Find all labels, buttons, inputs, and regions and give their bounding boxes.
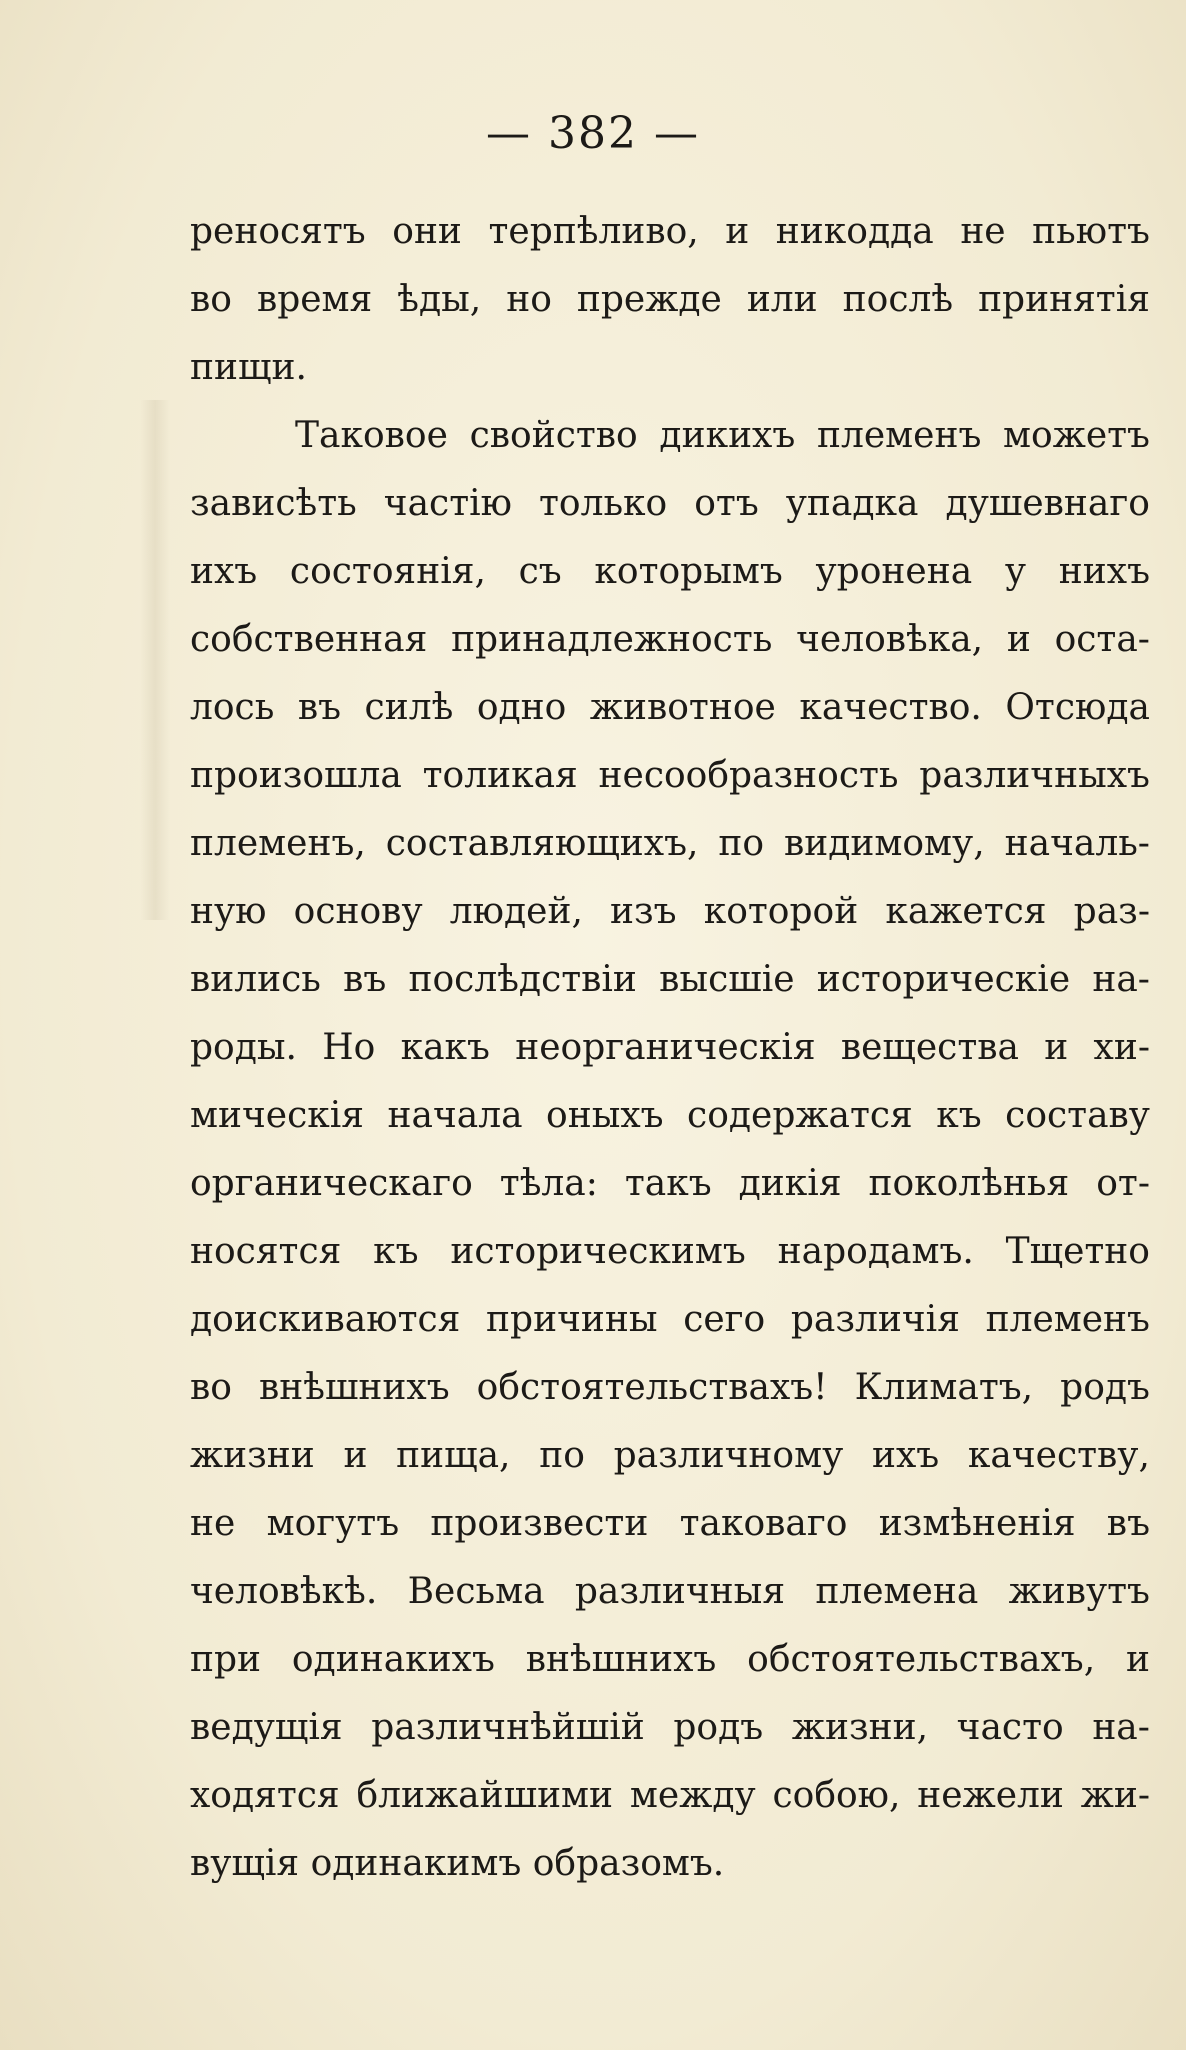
word: Отсюда xyxy=(1005,687,1150,728)
word: родъ xyxy=(1060,1367,1150,1408)
text-line xyxy=(190,1422,1150,1490)
word: ѣды, xyxy=(397,279,482,320)
word: началь- xyxy=(1004,823,1150,864)
text-line xyxy=(190,1762,1150,1830)
word: кажется xyxy=(885,891,1047,932)
word: дикихъ xyxy=(659,415,796,456)
word: историческимъ xyxy=(450,1231,746,1272)
word: ную xyxy=(190,891,267,932)
word: никодда xyxy=(775,211,934,252)
word: несообразность xyxy=(598,755,899,796)
page-number: — 382 — xyxy=(486,108,700,159)
word: мическія xyxy=(190,1095,364,1136)
word: высшіе xyxy=(659,959,795,1000)
word: начала xyxy=(387,1095,523,1136)
text-line xyxy=(190,1286,1150,1354)
word: съ xyxy=(518,551,562,592)
paragraph-first-line xyxy=(190,402,1150,470)
word: народамъ. xyxy=(777,1231,974,1272)
word: качеству, xyxy=(967,1435,1150,1476)
word: Тщетно xyxy=(1005,1231,1150,1272)
word: историческіе xyxy=(816,959,1071,1000)
word: племенъ xyxy=(816,415,982,456)
word: людей, xyxy=(449,891,583,932)
word: органическаго xyxy=(190,1163,473,1204)
word: ихъ xyxy=(871,1435,940,1476)
text-line xyxy=(190,742,1150,810)
word: одинакихъ xyxy=(291,1639,495,1680)
word: по xyxy=(718,823,765,864)
word: основу xyxy=(293,891,423,932)
word: не xyxy=(190,1503,236,1544)
word: отъ xyxy=(694,483,759,524)
word: живутъ xyxy=(1008,1571,1150,1612)
word: частію xyxy=(383,483,512,524)
word: составляющихъ, xyxy=(385,823,699,864)
text-line: вущія одинакимъ образомъ. xyxy=(190,1843,725,1884)
word: причины xyxy=(486,1299,658,1340)
word: и xyxy=(1044,1027,1069,1068)
word: во xyxy=(190,1367,232,1408)
word: обстоятельствахъ, xyxy=(747,1639,1096,1680)
text-line xyxy=(190,878,1150,946)
word: къ xyxy=(936,1095,982,1136)
word: дикія xyxy=(738,1163,842,1204)
word: время xyxy=(256,279,373,320)
word: принятія xyxy=(978,279,1150,320)
word: можетъ xyxy=(1003,415,1150,456)
text-line xyxy=(190,1354,1150,1422)
word: человѣкѣ. xyxy=(190,1571,378,1612)
text-line xyxy=(190,606,1150,674)
word: вились xyxy=(190,959,321,1000)
word: видимому, xyxy=(783,823,985,864)
word: или xyxy=(746,279,818,320)
word: Климатъ, xyxy=(854,1367,1034,1408)
text-line xyxy=(190,946,1150,1014)
word: принадлежность xyxy=(451,619,773,660)
word: ихъ xyxy=(190,551,258,592)
word: ближайшими xyxy=(356,1775,614,1816)
word: силѣ xyxy=(364,687,454,728)
word: пьютъ xyxy=(1032,211,1150,252)
word: часто xyxy=(956,1707,1064,1748)
word: ходятся xyxy=(190,1775,340,1816)
word: таковаго xyxy=(679,1503,848,1544)
word: они xyxy=(392,211,462,252)
word: одно xyxy=(476,687,567,728)
word: изъ xyxy=(610,891,677,932)
text-line xyxy=(190,1490,1150,1558)
text-line xyxy=(190,810,1150,878)
word: оныхъ xyxy=(546,1095,664,1136)
word: которымъ xyxy=(594,551,783,592)
word: нихъ xyxy=(1058,551,1150,592)
word: упадка xyxy=(785,483,919,524)
word: племенъ, xyxy=(190,823,366,864)
word: племенъ xyxy=(985,1299,1150,1340)
word: тѣла: xyxy=(499,1163,598,1204)
word: которой xyxy=(703,891,859,932)
word: въ xyxy=(297,687,342,728)
text-line xyxy=(190,538,1150,606)
text-line xyxy=(190,1626,1150,1694)
word: различія xyxy=(790,1299,960,1340)
word: на- xyxy=(1092,959,1150,1000)
word: хи- xyxy=(1093,1027,1150,1068)
word: поколѣнья xyxy=(868,1163,1070,1204)
binding-shadow xyxy=(140,400,170,920)
word: вещества xyxy=(840,1027,1019,1068)
word: обстоятельствахъ! xyxy=(476,1367,828,1408)
word: при xyxy=(190,1639,262,1680)
text-line xyxy=(190,266,1150,334)
word: внѣшнихъ xyxy=(525,1639,717,1680)
word: произвести xyxy=(430,1503,649,1544)
word: сего xyxy=(683,1299,766,1340)
word: такъ xyxy=(624,1163,712,1204)
word: ведущія xyxy=(190,1707,343,1748)
word: Весьма xyxy=(407,1571,545,1612)
word: пища, xyxy=(396,1435,511,1476)
text-line xyxy=(190,1218,1150,1286)
word: носятся xyxy=(190,1231,342,1272)
word: собственная xyxy=(190,619,428,660)
word: Таковое xyxy=(295,415,448,456)
body-text xyxy=(190,198,1150,1898)
word: состоянія, xyxy=(289,551,486,592)
word: не xyxy=(960,211,1006,252)
text-line xyxy=(190,1558,1150,1626)
word: въ xyxy=(1106,1503,1150,1544)
text-line xyxy=(190,198,1150,266)
word: у xyxy=(1004,551,1027,592)
word: неорганическія xyxy=(515,1027,816,1068)
word: содержатся xyxy=(687,1095,913,1136)
word: послѣ xyxy=(842,279,954,320)
word: и xyxy=(343,1435,368,1476)
word: человѣка, xyxy=(796,619,984,660)
word: различнѣйшій xyxy=(371,1707,645,1748)
word: измѣненія xyxy=(878,1503,1076,1544)
word: роды. xyxy=(190,1027,297,1068)
word: от- xyxy=(1096,1163,1150,1204)
word: различному xyxy=(613,1435,844,1476)
word: и xyxy=(1006,619,1031,660)
word: въ xyxy=(343,959,387,1000)
text-line xyxy=(190,1082,1150,1150)
word: по xyxy=(539,1435,585,1476)
word: племена xyxy=(815,1571,979,1612)
word: нежели xyxy=(917,1775,1064,1816)
word: терпѣливо, xyxy=(488,211,699,252)
word: внѣшнихъ xyxy=(258,1367,450,1408)
word: только xyxy=(538,483,668,524)
word: душевнаго xyxy=(945,483,1150,524)
word: толикая xyxy=(422,755,578,796)
word: произошла xyxy=(190,755,402,796)
word: но xyxy=(506,279,552,320)
word: оста- xyxy=(1054,619,1150,660)
word: различныхъ xyxy=(919,755,1150,796)
word: собою, xyxy=(772,1775,901,1816)
text-line xyxy=(190,674,1150,742)
word: жизни xyxy=(190,1435,315,1476)
word: животное xyxy=(589,687,776,728)
word: реносятъ xyxy=(190,211,366,252)
word: во xyxy=(190,279,232,320)
word: прежде xyxy=(576,279,722,320)
word: свойство xyxy=(469,415,638,456)
word: какъ xyxy=(400,1027,490,1068)
word: послѣдствіи xyxy=(408,959,637,1000)
word: доискиваются xyxy=(190,1299,461,1340)
text-line: пищи. xyxy=(190,347,307,388)
word: и xyxy=(1125,1639,1150,1680)
text-line xyxy=(190,1694,1150,1762)
word: качество. xyxy=(799,687,982,728)
word: лось xyxy=(190,687,275,728)
word: жи- xyxy=(1080,1775,1150,1816)
word: уронена xyxy=(815,551,973,592)
word: и xyxy=(725,211,750,252)
text-line xyxy=(190,470,1150,538)
word: составу xyxy=(1005,1095,1150,1136)
text-line xyxy=(190,1014,1150,1082)
word: родъ xyxy=(673,1707,764,1748)
word: могутъ xyxy=(266,1503,400,1544)
text-line xyxy=(190,1150,1150,1218)
word: Но xyxy=(322,1027,376,1068)
word: на- xyxy=(1092,1707,1150,1748)
word: раз- xyxy=(1073,891,1150,932)
word: жизни, xyxy=(791,1707,929,1748)
word: къ xyxy=(373,1231,419,1272)
word: зависѣть xyxy=(190,483,357,524)
word: между xyxy=(629,1775,756,1816)
word: различныя xyxy=(574,1571,786,1612)
